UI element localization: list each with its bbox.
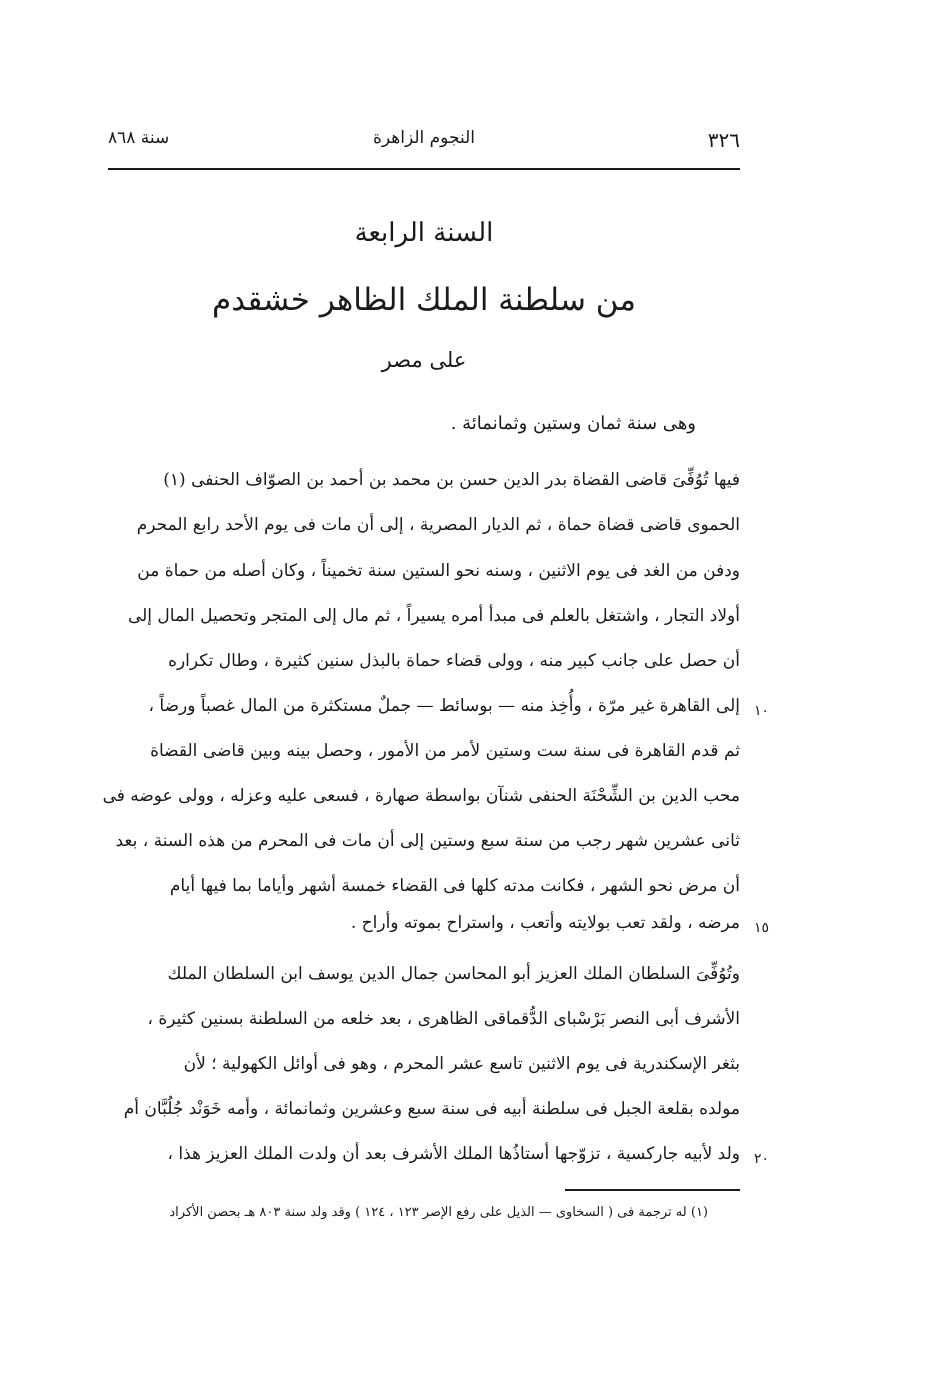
text-line: بثغر الإسكندرية فى يوم الاثنين تاسع عشر المحرم ، وهو فى أوائل الكهولية ؛ لأن [183,1054,740,1074]
footnote-rule [565,1189,740,1191]
text-line: مولده بقلعة الجبل فى سلطنة أبيه فى سنة سبع وعشرين وثمانمائة ، وأمه خَوَنْد جُلُبَّان أم [123,1099,740,1119]
running-title: النجوم الزاهرة [373,128,475,148]
text-line: الحموى قاضى قضاة حماة ، ثم الديار المصرية ، إلى أن مات فى يوم الأحد رابع المحرم [136,515,740,535]
intro-line: وهى سنة ثمان وستين وثمانمائة . [450,413,696,434]
text-line: وتُوُفِّىَ السلطان الملك العزيز أبو المحاسن جمال الدين يوسف ابن السلطان الملك [167,964,740,984]
section-subtitle: من سلطنة الملك الظاهر خشقدم [212,282,636,318]
text-line: ثم قدم القاهرة فى سنة ست وستين لأمر من الأمور ، وحصل بينه وبين قاضى القضاة [150,741,740,761]
text-line: محب الدين بن الشِّحْنَة الحنفى شنآن بواسطة صهارة ، فسعى عليه وعزله ، وولى عوضه فى [102,786,740,806]
text-line: فيها تُوُفِّىَ قاضى القضاة بدر الدين حسن بن محمد بن أحمد بن الصوّاف الحنفى (١) [163,470,740,490]
text-line: ثانى عشرين شهر رجب من سنة سبع وستين إلى أن مات فى المحرم من هذه السنة ، بعد [115,831,740,851]
text-line: مرضه ، ولقد تعب بولايته وأتعب ، واستراح بموته وأراح . [350,913,740,933]
line-number: ١٥ [754,920,770,936]
text-line: أن حصل على جانب كبير منه ، وولى قضاء حماة بالبذل سنين كثيرة ، وطال تكراره [168,651,740,671]
text-line: أن مرض نحو الشهر ، فكانت مدته كلها فى القضاء خمسة أشهر وأياما بما فيها أيام [169,876,740,896]
running-header [108,124,740,160]
year-label: سنة ٨٦٨ [108,128,170,148]
text-line: أولاد التجار ، واشتغل بالعلم فى مبدأ أمره يسيراً ، ثم مال إلى المتجر وتحصيل المال إلى [127,606,740,626]
section-title: السنة الرابعة [354,218,494,248]
line-number: ١٠ [754,703,770,719]
footnote: (١) له ترجمة فى ( السخاوى — الذيل على رفع الإصر ١٢٣ ، ١٢٤ ) وقد ولد سنة ٨٠٣ هـ بحصن الأكراد [169,1205,708,1220]
section-place: على مصر [381,348,467,372]
text-line: إلى القاهرة غير مرّة ، وأُخِذ منه — بوسائط — جملٌ مستكثرة من المال غصباً ورضاً ، [148,696,740,716]
line-number: ٢٠ [754,1151,770,1167]
text-line: ودفن من الغد فى يوم الاثنين ، وسنه نحو الستين سنة تخميناً ، وكان أصله من حماة من [137,561,740,581]
header-rule [108,168,740,170]
page-number: ٣٢٦ [707,128,740,152]
text-line: ولد لأبيه جاركسية ، تزوّجها أستاذُها الملك الأشرف بعد أن ولدت الملك العزيز هذا ، [167,1144,740,1164]
text-line: الأشرف أبى النصر بَرْسْباى الدُّقماقى الظاهرى ، بعد خلعه من السلطنة بسنين كثيرة ، [147,1009,740,1029]
